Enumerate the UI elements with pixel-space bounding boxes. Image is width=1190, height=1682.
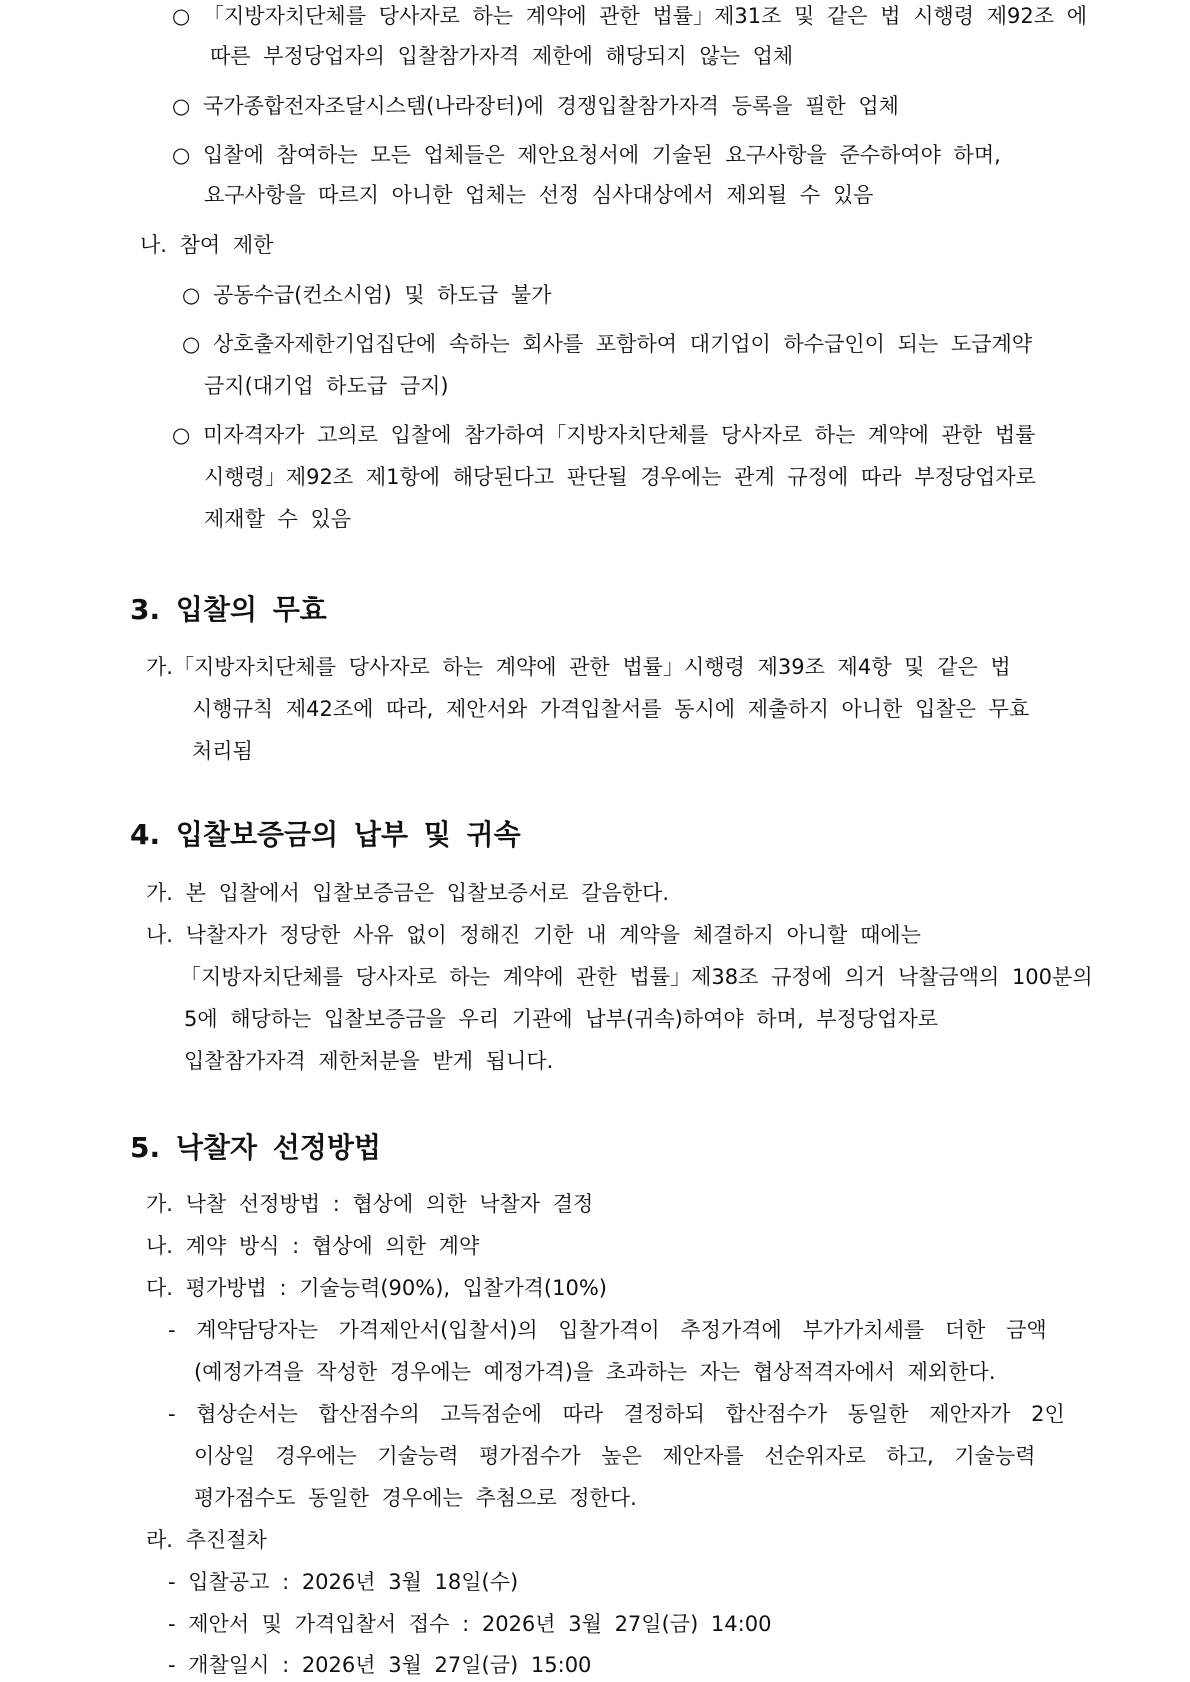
qualification-item-2: ○ 국가종합전자조달시스템(나라장터)에 경쟁입찰참가자격 등록을 필한 업체: [172, 94, 899, 118]
section-5-line-12: - 개찰일시 : 2026년 3월 27일(금) 15:00: [168, 1653, 592, 1677]
section-5-line-7: 이상일 경우에는 기술능력 평가점수가 높은 제안자를 선순위자로 하고, 기술능력: [194, 1444, 1036, 1468]
section-3-line-1: 가.「지방자치단체를 당사자로 하는 계약에 관한 법률」시행령 제39조 제4항 및 같은 법: [146, 655, 1011, 679]
section-5-line-10: - 입찰공고 : 2026년 3월 18일(수): [168, 1570, 519, 1594]
section-5-line-2: 나. 계약 방식 : 협상에 의한 계약: [146, 1234, 480, 1258]
section-5-heading: 5. 낙찰자 선정방법: [130, 1131, 381, 1164]
restriction-title: 나. 참여 제한: [140, 233, 274, 257]
restriction-item-2-line-2: 금지(대기업 하도급 금지): [204, 374, 449, 398]
qualification-item-1-line-2: 따른 부정당업자의 입찰참가자격 제한에 해당되지 않는 업체: [210, 44, 794, 68]
section-4-line-1: 가. 본 입찰에서 입찰보증금은 입찰보증서로 갈음한다.: [146, 881, 670, 905]
section-4-line-3: 「지방자치단체를 당사자로 하는 계약에 관한 법률」제38조 규정에 의거 낙찰금액의 100분의: [180, 965, 1093, 989]
qualification-item-1-line-1: ○ 「지방자치단체를 당사자로 하는 계약에 관한 법률」제31조 및 같은 법 시행령 제92조 에: [172, 4, 1088, 28]
section-5-line-3: 다. 평가방법 : 기술능력(90%), 입찰가격(10%): [146, 1276, 607, 1300]
section-5-line-1: 가. 낙찰 선정방법 : 협상에 의한 낙찰자 결정: [146, 1192, 594, 1216]
qualification-item-3-line-1: ○ 입찰에 참여하는 모든 업체들은 제안요청서에 기술된 요구사항을 준수하여야 하며,: [172, 143, 1001, 167]
restriction-item-3-line-2: 시행령」제92조 제1항에 해당된다고 판단될 경우에는 관계 규정에 따라 부정당업자로: [204, 465, 1036, 489]
section-4-heading: 4. 입찰보증금의 납부 및 귀속: [130, 818, 521, 851]
section-4-line-5: 입찰참가자격 제한처분을 받게 됩니다.: [184, 1049, 554, 1073]
section-5-line-6: - 협상순서는 합산점수의 고득점순에 따라 결정하되 합산점수가 동일한 제안자가 2인: [168, 1402, 1065, 1426]
section-5-line-11: - 제안서 및 가격입찰서 접수 : 2026년 3월 27일(금) 14:00: [168, 1612, 772, 1636]
section-3-line-3: 처리됨: [192, 739, 253, 763]
restriction-item-2-line-1: ○ 상호출자제한기업집단에 속하는 회사를 포함하여 대기업이 하수급인이 되는 도급계약: [182, 332, 1033, 356]
restriction-item-3-line-1: ○ 미자격자가 고의로 입찰에 참가하여「지방자치단체를 당사자로 하는 계약에 관한 법률: [172, 423, 1036, 447]
restriction-item-3-line-3: 제재할 수 있음: [204, 507, 352, 531]
section-3-heading: 3. 입찰의 무효: [130, 593, 327, 626]
section-5-line-5: (예정가격을 작성한 경우에는 예정가격)을 초과하는 자는 협상적격자에서 제외한다.: [194, 1360, 996, 1384]
section-5-line-9: 라. 추진절차: [146, 1528, 267, 1552]
section-4-line-4: 5에 해당하는 입찰보증금을 우리 기관에 납부(귀속)하여야 하며, 부정당업자로: [184, 1007, 939, 1031]
section-5-line-8: 평가점수도 동일한 경우에는 추첨으로 정한다.: [194, 1486, 637, 1510]
section-3-line-2: 시행규칙 제42조에 따라, 제안서와 가격입찰서를 동시에 제출하지 아니한 입찰은 무효: [192, 697, 1030, 721]
section-4-line-2: 나. 낙찰자가 정당한 사유 없이 정해진 기한 내 계약을 체결하지 아니할 때에는: [146, 923, 921, 947]
section-5-line-4: - 계약담당자는 가격제안서(입찰서)의 입찰가격이 추정가격에 부가가치세를 더한 금액: [168, 1318, 1047, 1342]
restriction-item-1: ○ 공동수급(컨소시엄) 및 하도급 불가: [182, 283, 552, 307]
qualification-item-3-line-2: 요구사항을 따르지 아니한 업체는 선정 심사대상에서 제외될 수 있음: [204, 183, 874, 207]
